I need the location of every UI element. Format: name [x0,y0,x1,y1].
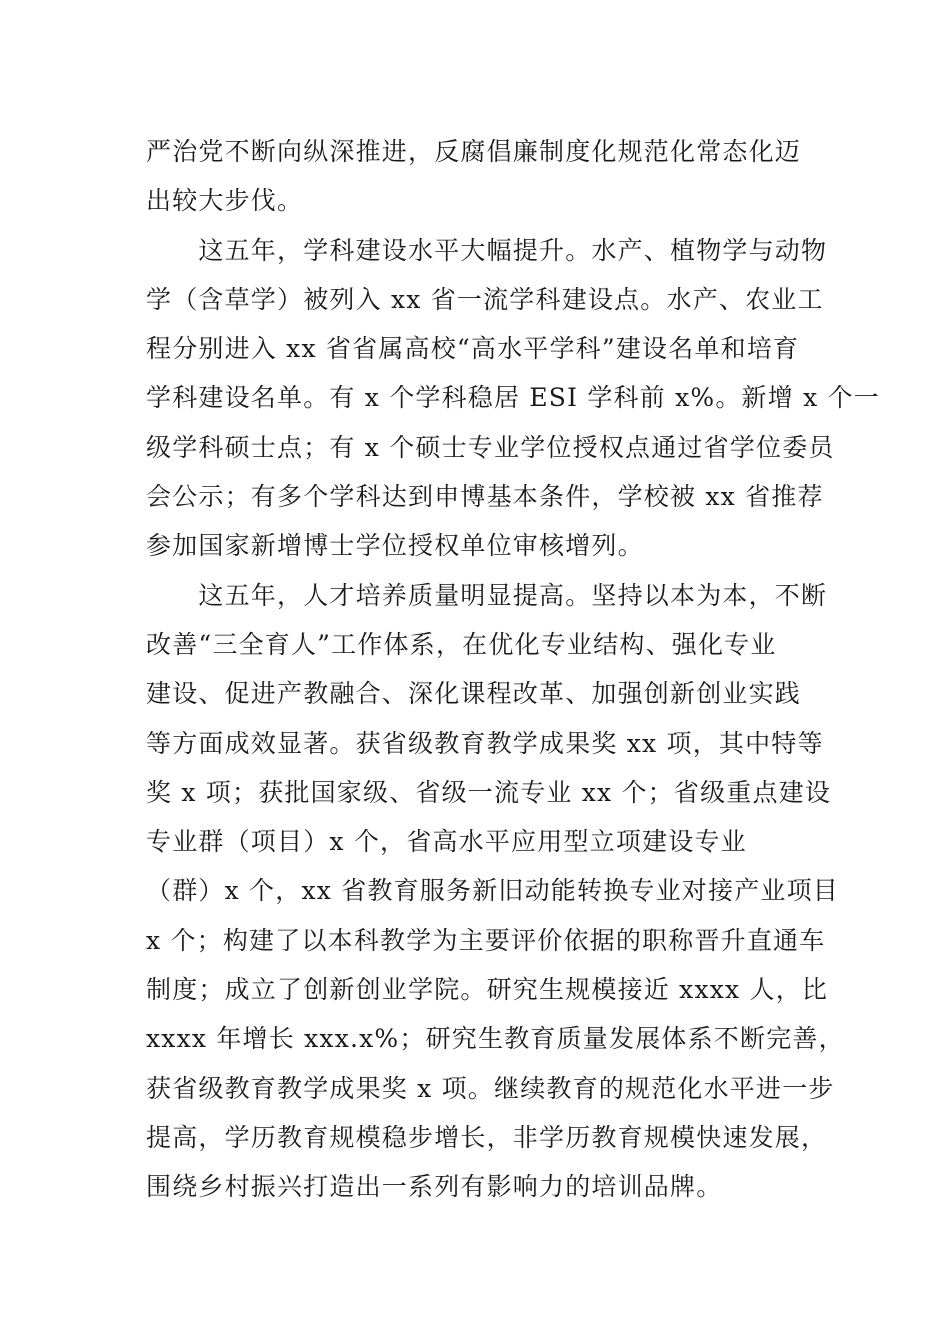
text-line: 获省级教育教学成果奖 x 项。继续教育的规范化水平进一步 [146,1073,835,1103]
text-line: 改善“三全育人”工作体系，在优化专业结构、强化专业 [146,629,777,659]
text-line: 严治党不断向纵深推进，反腐倡廉制度化规范化常态化迈 [146,137,802,166]
text-line: 这五年，学科建设水平大幅提升。水产、植物学与动物 [146,235,828,265]
text-line: 专业群（项目）x 个，省高水平应用型立项建设专业 [146,827,747,857]
text-line: 这五年，人才培养质量明显提高。坚持以本为本，不断 [146,580,828,610]
document-body [146,127,880,1212]
text-line: （群）x 个，xx 省教育服务新旧动能转换专业对接产业项目 [146,876,839,906]
text-line: 学科建设名单。有 x 个学科稳居 ESI 学科前 x%。新增 x 个一 [146,383,880,413]
text-line: 参加国家新增博士学位授权单位审核增列。 [146,531,644,561]
text-line: 提高，学历教育规模稳步增长，非学历教育规模快速发展， [146,1122,828,1152]
text-line: x 个；构建了以本科教学为主要评价依据的职称晋升直通车 [146,925,826,955]
text-line: 会公示；有多个学科达到申博基本条件，学校被 xx 省推荐 [146,482,824,512]
text-line: 出较大步伐。 [146,186,304,216]
text-line: 建设、促进产教融合、深化课程改革、加强创新创业实践 [146,679,802,709]
text-line: xxxx 年增长 xxx.x%；研究生教育质量发展体系不断完善， [146,1024,845,1054]
text-line: 围绕乡村振兴打造出一系列有影响力的培训品牌。 [146,1172,723,1202]
text-line: 等方面成效显著。获省级教育教学成果奖 xx 项，其中特等 [146,728,824,758]
text-line: 学（含草学）被列入 xx 省一流学科建设点。水产、农业工 [146,284,824,314]
text-line: 级学科硕士点；有 x 个硕士专业学位授权点通过省学位委员 [146,432,835,462]
text-line: 程分别进入 xx 省省属高校“高水平学科”建设名单和培育 [146,334,800,364]
text-line: 制度；成立了创新创业学院。研究生规模接近 xxxx 人，比 [146,975,829,1005]
text-line: 奖 x 项；获批国家级、省级一流专业 xx 个；省级重点建设 [146,777,832,807]
